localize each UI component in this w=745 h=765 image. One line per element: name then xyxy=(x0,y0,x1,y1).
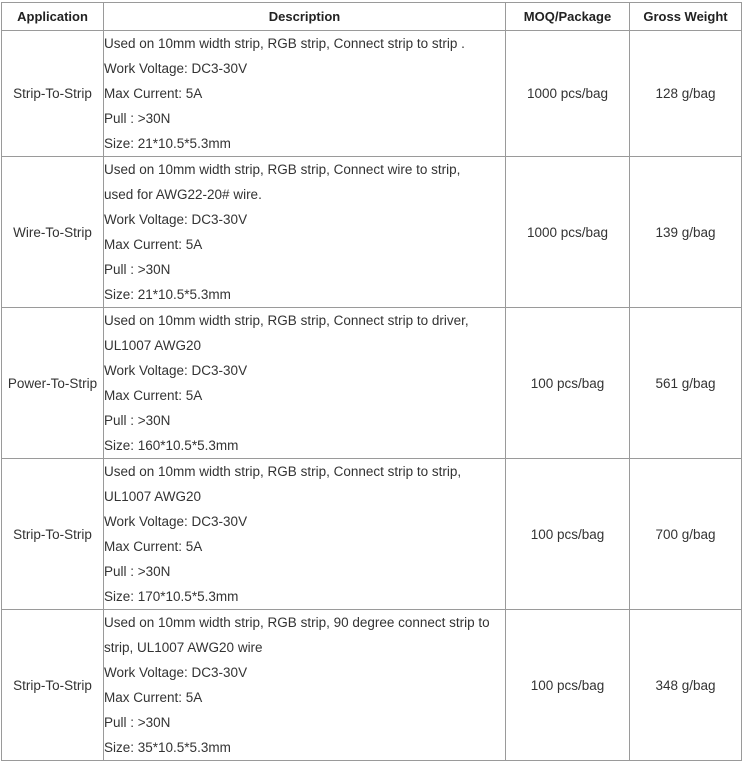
description-line: Size: 35*10.5*5.3mm xyxy=(104,740,231,755)
description-line: strip, UL1007 AWG20 wire xyxy=(104,640,263,655)
table-row xyxy=(2,157,742,308)
description-line: Pull : >30N xyxy=(104,564,171,579)
description-line: Size: 170*10.5*5.3mm xyxy=(104,589,239,604)
description-line: used for AWG22-20# wire. xyxy=(104,187,262,202)
gross-weight-cell: 139 g/bag xyxy=(630,157,742,308)
description-line: Pull : >30N xyxy=(104,715,171,730)
table-row xyxy=(2,308,742,459)
gross-weight-cell: 128 g/bag xyxy=(630,31,742,157)
description-line: Work Voltage: DC3-30V xyxy=(104,665,248,680)
description-line: Max Current: 5A xyxy=(104,539,203,554)
header-description: Description xyxy=(104,3,506,31)
description-cell xyxy=(104,610,506,761)
header-gross-weight: Gross Weight xyxy=(630,3,742,31)
gross-weight-cell: 700 g/bag xyxy=(630,459,742,610)
moq-cell: 100 pcs/bag xyxy=(506,308,630,459)
application-cell: Power-To-Strip xyxy=(2,308,104,459)
table-row xyxy=(2,459,742,610)
header-moq-package: MOQ/Package xyxy=(506,3,630,31)
description-line: Max Current: 5A xyxy=(104,86,203,101)
description-line: Work Voltage: DC3-30V xyxy=(104,363,248,378)
description-line: Used on 10mm width strip, RGB strip, Connect strip to strip . xyxy=(104,36,465,51)
description-line: Max Current: 5A xyxy=(104,388,203,403)
description-cell xyxy=(104,459,506,610)
description-line: UL1007 AWG20 xyxy=(104,489,202,504)
description-line: Used on 10mm width strip, RGB strip, Connect wire to strip, xyxy=(104,162,461,177)
gross-weight-cell: 348 g/bag xyxy=(630,610,742,761)
description-line: Used on 10mm width strip, RGB strip, 90 degree connect strip to xyxy=(104,615,490,630)
table-row xyxy=(2,610,742,761)
description-line: Pull : >30N xyxy=(104,111,171,126)
description-line: Used on 10mm width strip, RGB strip, Connect strip to driver, xyxy=(104,313,469,328)
application-cell: Strip-To-Strip xyxy=(2,459,104,610)
table-body xyxy=(2,31,742,761)
moq-cell: 1000 pcs/bag xyxy=(506,157,630,308)
table-row xyxy=(2,31,742,157)
description-cell xyxy=(104,308,506,459)
description-line: Size: 21*10.5*5.3mm xyxy=(104,136,231,151)
header-application: Application xyxy=(2,3,104,31)
gross-weight-cell: 561 g/bag xyxy=(630,308,742,459)
description-line: Work Voltage: DC3-30V xyxy=(104,61,248,76)
description-line: Pull : >30N xyxy=(104,262,171,277)
product-spec-table xyxy=(1,2,742,761)
application-cell: Strip-To-Strip xyxy=(2,610,104,761)
moq-cell: 100 pcs/bag xyxy=(506,610,630,761)
application-cell: Wire-To-Strip xyxy=(2,157,104,308)
description-cell xyxy=(104,157,506,308)
moq-cell: 1000 pcs/bag xyxy=(506,31,630,157)
description-line: Max Current: 5A xyxy=(104,237,203,252)
description-line: Work Voltage: DC3-30V xyxy=(104,514,248,529)
table-header-row xyxy=(2,3,742,31)
description-line: Work Voltage: DC3-30V xyxy=(104,212,248,227)
description-line: UL1007 AWG20 xyxy=(104,338,202,353)
description-line: Size: 21*10.5*5.3mm xyxy=(104,287,231,302)
description-line: Pull : >30N xyxy=(104,413,171,428)
description-line: Max Current: 5A xyxy=(104,690,203,705)
moq-cell: 100 pcs/bag xyxy=(506,459,630,610)
application-cell: Strip-To-Strip xyxy=(2,31,104,157)
description-line: Used on 10mm width strip, RGB strip, Connect strip to strip, xyxy=(104,464,462,479)
description-cell xyxy=(104,31,506,157)
description-line: Size: 160*10.5*5.3mm xyxy=(104,438,239,453)
